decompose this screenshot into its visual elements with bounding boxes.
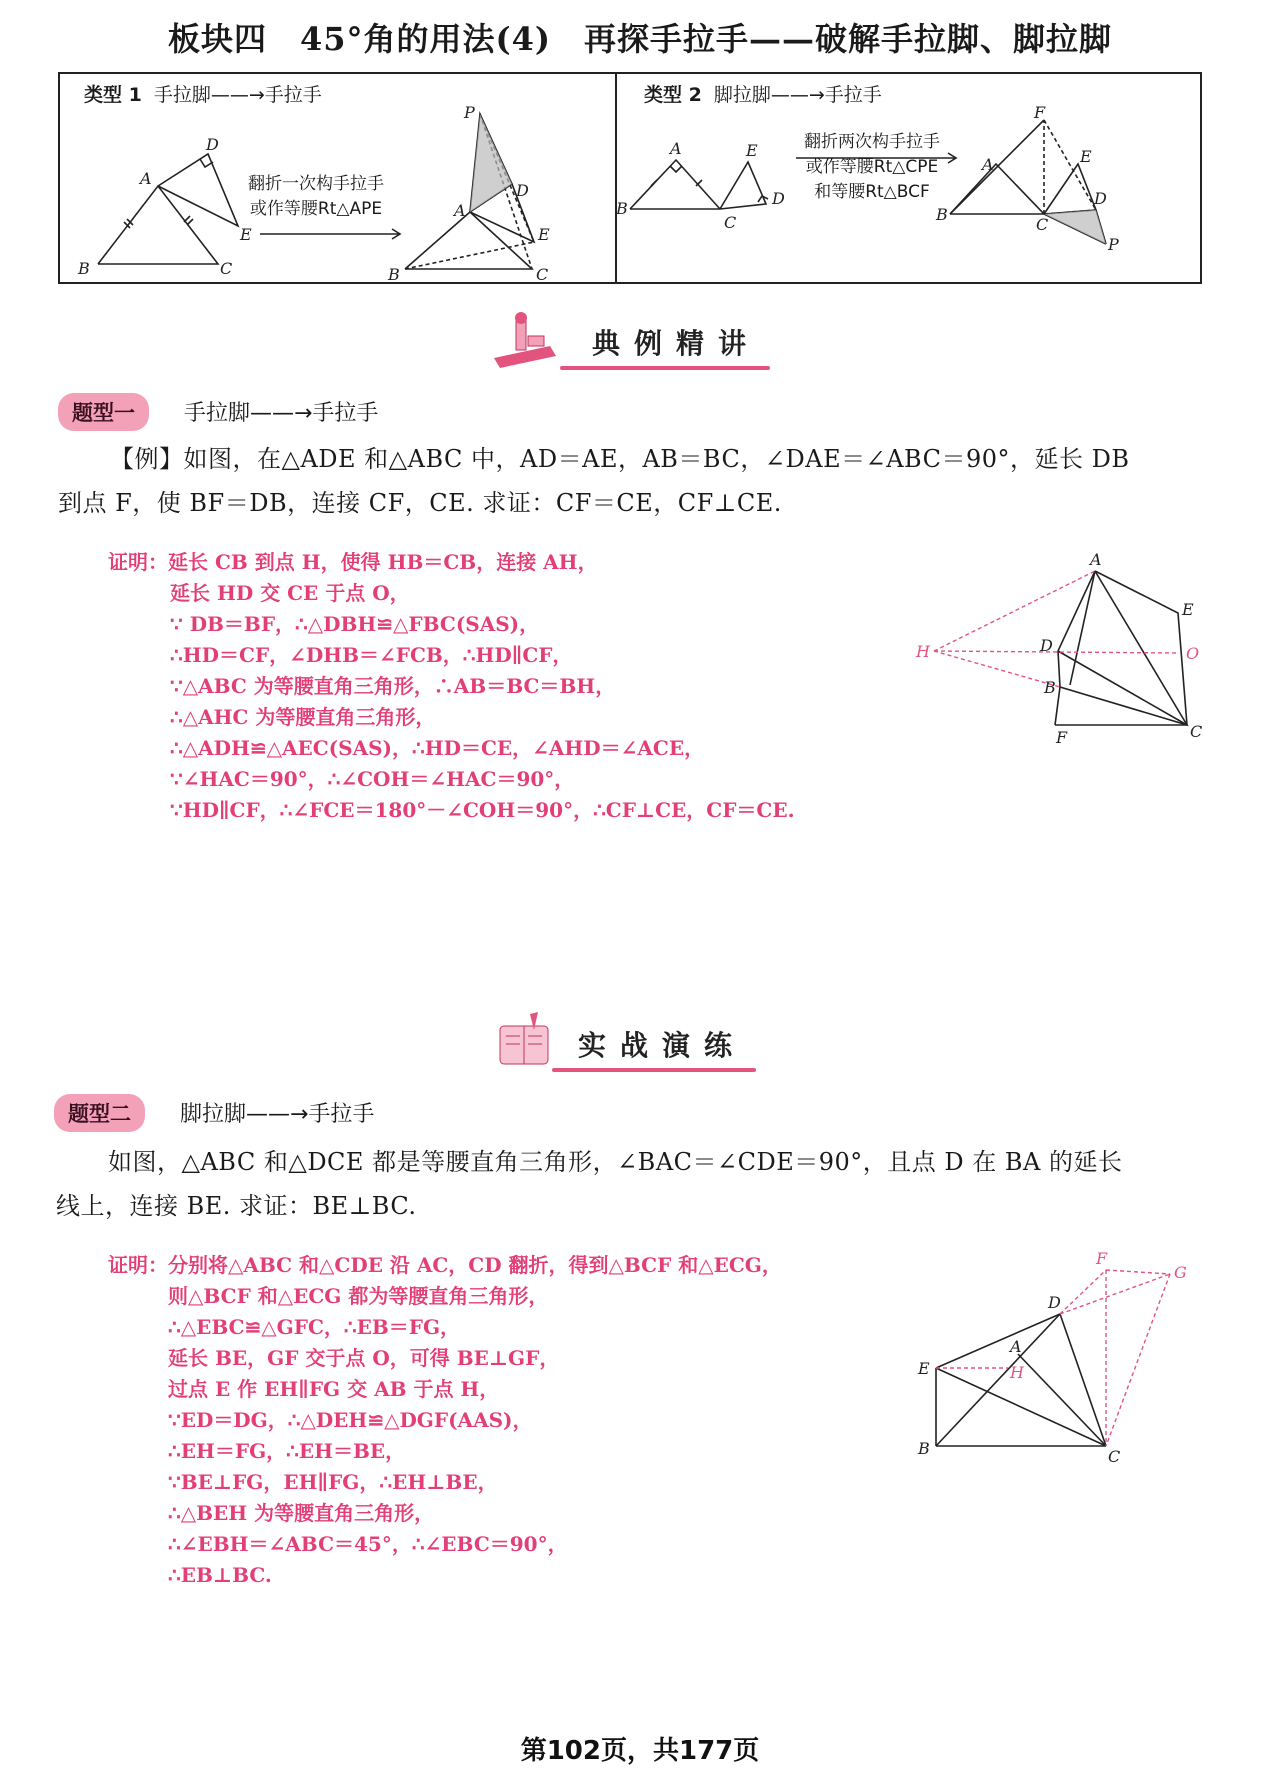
svg-text:E: E	[538, 225, 550, 244]
svg-text:A: A	[982, 155, 994, 174]
type1-note-line1: 翻折一次构手拉手	[248, 174, 384, 194]
practice-figure	[910, 1250, 1220, 1470]
type2-desc: 脚拉脚——→手拉手	[713, 84, 882, 106]
type2-label: 类型 2	[644, 84, 702, 106]
svg-text:B: B	[78, 259, 90, 278]
type1-note-line2: 或作等腰Rt△APE	[249, 199, 383, 219]
proof-line: ∵HD∥CF，∴∠FCE＝180°－∠COH＝90°，∴CF⊥CE，CF＝CE.	[170, 798, 795, 822]
svg-text:P: P	[464, 104, 475, 122]
microscope-icon	[490, 310, 560, 370]
proof-line: ∵∠HAC＝90°，∴∠COH＝∠HAC＝90°，	[170, 767, 575, 791]
svg-text:E: E	[918, 1359, 930, 1378]
proof-line: 证明：分别将△ABC 和△CDE 沿 AC，CD 翻折，得到△BCF 和△ECG，	[108, 1253, 782, 1277]
svg-text:D: D	[1048, 1293, 1061, 1312]
proof-line: 延长 BE，GF 交于点 O，可得 BE⊥GF，	[168, 1346, 560, 1370]
svg-text:C: C	[536, 265, 549, 284]
type2-note-line2: 或作等腰Rt△CPE	[805, 157, 939, 177]
svg-text:A: A	[454, 201, 466, 220]
svg-text:C: C	[1108, 1447, 1121, 1466]
proof-line: ∴△AHC 为等腰直角三角形，	[170, 705, 436, 729]
svg-text:E: E	[240, 225, 252, 244]
svg-text:B: B	[936, 205, 948, 224]
proof-line: ∴EB⊥BC.	[168, 1563, 272, 1587]
svg-text:F: F	[1096, 1250, 1108, 1268]
svg-text:A: A	[1010, 1337, 1022, 1356]
section-banner-underline	[552, 1068, 756, 1072]
svg-text:C: C	[220, 259, 233, 278]
svg-text:D: D	[772, 189, 785, 208]
proof-block	[108, 547, 868, 826]
question-type-pill: 题型二	[54, 1094, 145, 1132]
problem-line: 线上，连接 BE. 求证：BE⊥BC.	[56, 1192, 417, 1220]
svg-text:B: B	[388, 265, 400, 284]
book-pencil-icon	[494, 1010, 554, 1072]
type1-label: 类型 1	[84, 84, 142, 106]
svg-text:D: D	[1040, 636, 1053, 655]
proof-line: 证明：延长 CB 到点 H，使得 HB＝CB，连接 AH，	[108, 550, 598, 574]
svg-text:A: A	[1090, 550, 1102, 569]
proof-line: ∵BE⊥FG，EH∥FG，∴EH⊥BE，	[168, 1470, 498, 1494]
svg-text:H: H	[916, 642, 930, 661]
page-title: 板块四 45°角的用法(4) 再探手拉手——破解手拉脚、脚拉脚	[167, 20, 1113, 58]
svg-text:B: B	[918, 1439, 930, 1458]
proof-line: ∴HD＝CF，∠DHB＝∠FCB，∴HD∥CF，	[170, 643, 573, 667]
type2-note-line1: 翻折两次构手拉手	[804, 132, 940, 152]
type1-header	[84, 80, 322, 107]
proof-line: ∴∠EBH＝∠ABC＝45°，∴∠EBC＝90°，	[168, 1532, 568, 1556]
type2-header	[644, 80, 882, 107]
problem-line: 到点 F，使 BF＝DB，连接 CF，CE. 求证：CF＝CE，CF⊥CE.	[58, 489, 782, 517]
question-type-text: 脚拉脚——→手拉手	[180, 1102, 375, 1127]
svg-text:E: E	[1080, 147, 1092, 166]
problem-text	[56, 1140, 1206, 1228]
proof-block	[108, 1250, 868, 1591]
svg-text:E: E	[746, 141, 758, 160]
problem-line: 如图，△ABC 和△DCE 都是等腰直角三角形，∠BAC＝∠CDE＝90°，且点 D 在 BA 的延长	[108, 1148, 1123, 1176]
question-type-text: 手拉脚——→手拉手	[184, 401, 379, 426]
svg-text:C: C	[1036, 215, 1049, 234]
example-figure	[910, 545, 1220, 745]
svg-text:B: B	[616, 199, 628, 218]
section-banner-practice: 实战演练	[578, 1029, 747, 1062]
type2-note-line3: 和等腰Rt△BCF	[814, 182, 930, 202]
proof-line: 则△BCF 和△ECG 都为等腰直角三角形，	[168, 1284, 549, 1308]
proof-line: ∵ DB＝BF，∴△DBH≌△FBC(SAS)，	[170, 612, 540, 636]
svg-text:D: D	[206, 135, 219, 154]
type-summary-box	[58, 72, 1202, 284]
proof-line: ∵△ABC 为等腰直角三角形，∴AB＝BC＝BH，	[170, 674, 616, 698]
svg-text:C: C	[724, 213, 737, 232]
proof-line: ∵ED＝DG，∴△DEH≌△DGF(AAS)，	[168, 1408, 533, 1432]
svg-text:E: E	[1182, 600, 1194, 619]
proof-line: 过点 E 作 EH∥FG 交 AB 于点 H，	[168, 1377, 500, 1401]
svg-text:F: F	[1056, 728, 1068, 745]
proof-line: ∴△ADH≌△AEC(SAS)，∴HD＝CE，∠AHD＝∠ACE，	[170, 736, 705, 760]
svg-text:H: H	[1010, 1363, 1024, 1382]
problem-text	[58, 437, 1208, 525]
section-banner-underline	[560, 366, 770, 370]
svg-text:O: O	[1186, 644, 1200, 663]
proof-line: ∴EH＝FG，∴EH＝BE，	[168, 1439, 406, 1463]
svg-text:C: C	[1190, 722, 1203, 741]
type1-desc: 手拉脚——→手拉手	[153, 84, 322, 106]
proof-line: ∴△BEH 为等腰直角三角形，	[168, 1501, 435, 1525]
problem-line: 【例】如图，在△ADE 和△ABC 中，AD＝AE，AB＝BC，∠DAE＝∠ABC＝90°，延长 DB	[110, 445, 1130, 473]
svg-text:B: B	[1044, 678, 1056, 697]
svg-text:D: D	[1094, 189, 1107, 208]
question-type-pill: 题型一	[58, 393, 149, 431]
svg-text:G: G	[1174, 1263, 1187, 1282]
proof-line: ∴△EBC≌△GFC，∴EB＝FG，	[168, 1315, 461, 1339]
svg-text:A: A	[140, 169, 152, 188]
svg-text:P: P	[1108, 235, 1119, 254]
page-footer: 第102页，共177页	[520, 1736, 760, 1766]
proof-line: 延长 HD 交 CE 于点 O，	[170, 581, 410, 605]
section-banner-examples: 典例精讲	[592, 327, 761, 360]
svg-text:D: D	[516, 181, 529, 200]
svg-text:A: A	[670, 139, 682, 158]
svg-text:F: F	[1034, 104, 1046, 122]
